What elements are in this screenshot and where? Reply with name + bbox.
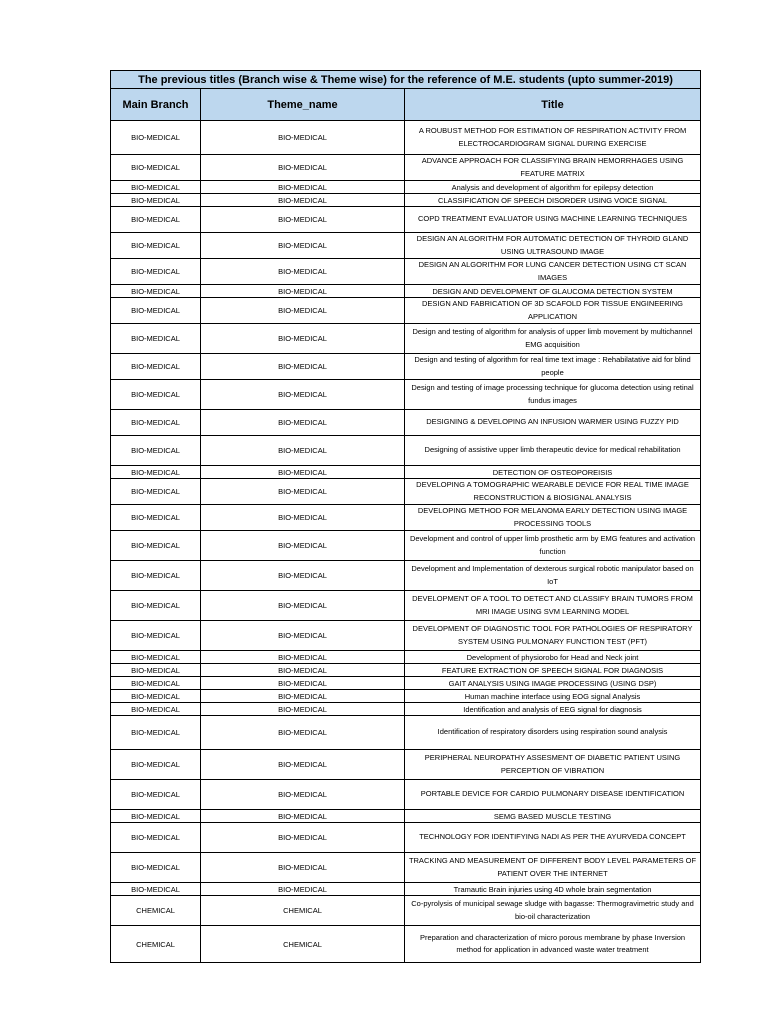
title-cell: ADVANCE APPROACH FOR CLASSIFYING BRAIN HEMORRHAGES USING FEATURE MATRIX xyxy=(405,155,701,181)
table-caption: The previous titles (Branch wise & Theme wise) for the reference of M.E. students (upto summer-2019) xyxy=(111,71,701,89)
theme-cell: BIO-MEDICAL xyxy=(201,651,405,664)
title-cell: TRACKING AND MEASUREMENT OF DIFFERENT BODY LEVEL PARAMETERS OF PATIENT OVER THE INTERNET xyxy=(405,853,701,883)
branch-cell: BIO-MEDICAL xyxy=(111,621,201,651)
title-cell: Design and testing of algorithm for analysis of upper limb movement by multichannel EMG acquisition xyxy=(405,324,701,354)
branch-cell: BIO-MEDICAL xyxy=(111,155,201,181)
theme-cell: BIO-MEDICAL xyxy=(201,505,405,531)
theme-cell: BIO-MEDICAL xyxy=(201,207,405,233)
title-cell: Design and testing of image processing technique for glucoma detection using retinal fundus images xyxy=(405,380,701,410)
table-row xyxy=(111,380,701,410)
theme-cell: BIO-MEDICAL xyxy=(201,121,405,155)
branch-cell: BIO-MEDICAL xyxy=(111,324,201,354)
branch-cell: BIO-MEDICAL xyxy=(111,690,201,703)
theme-cell: BIO-MEDICAL xyxy=(201,285,405,298)
title-cell: Design and testing of algorithm for real time text image : Rehabilatative aid for blind people xyxy=(405,354,701,380)
table-row xyxy=(111,664,701,677)
title-cell: DEVELOPING METHOD FOR MELANOMA EARLY DETECTION USING IMAGE PROCESSING TOOLS xyxy=(405,505,701,531)
theme-cell: BIO-MEDICAL xyxy=(201,823,405,853)
branch-cell: BIO-MEDICAL xyxy=(111,410,201,436)
branch-cell: BIO-MEDICAL xyxy=(111,780,201,810)
table-row xyxy=(111,651,701,664)
table-row xyxy=(111,810,701,823)
table-row xyxy=(111,410,701,436)
branch-cell: BIO-MEDICAL xyxy=(111,207,201,233)
table-row xyxy=(111,194,701,207)
theme-cell: BIO-MEDICAL xyxy=(201,259,405,285)
title-cell: COPD TREATMENT EVALUATOR USING MACHINE LEARNING TECHNIQUES xyxy=(405,207,701,233)
table-row xyxy=(111,780,701,810)
table-row xyxy=(111,121,701,155)
header-theme-name: Theme_name xyxy=(201,89,405,121)
branch-cell: BIO-MEDICAL xyxy=(111,121,201,155)
branch-cell: BIO-MEDICAL xyxy=(111,883,201,896)
branch-cell: BIO-MEDICAL xyxy=(111,436,201,466)
title-cell: Identification of respiratory disorders using respiration sound analysis xyxy=(405,716,701,750)
branch-cell: BIO-MEDICAL xyxy=(111,285,201,298)
branch-cell: BIO-MEDICAL xyxy=(111,810,201,823)
table-row xyxy=(111,207,701,233)
theme-cell: BIO-MEDICAL xyxy=(201,853,405,883)
title-cell: DEVELOPMENT OF DIAGNOSTIC TOOL FOR PATHOLOGIES OF RESPIRATORY SYSTEM USING PULMONARY FUNCTION TEST (PFT) xyxy=(405,621,701,651)
theme-cell: BIO-MEDICAL xyxy=(201,181,405,194)
theme-cell: BIO-MEDICAL xyxy=(201,780,405,810)
title-cell: A ROUBUST METHOD FOR ESTIMATION OF RESPIRATION ACTIVITY FROM ELECTROCARDIOGRAM SIGNAL DURING EXERCISE xyxy=(405,121,701,155)
table-row xyxy=(111,561,701,591)
branch-cell: BIO-MEDICAL xyxy=(111,259,201,285)
title-cell: CLASSIFICATION OF SPEECH DISORDER USING VOICE SIGNAL xyxy=(405,194,701,207)
table-row xyxy=(111,703,701,716)
table-row xyxy=(111,823,701,853)
theme-cell: BIO-MEDICAL xyxy=(201,531,405,561)
title-cell: DETECTION OF OSTEOPOREISIS xyxy=(405,466,701,479)
header-main-branch: Main Branch xyxy=(111,89,201,121)
branch-cell: BIO-MEDICAL xyxy=(111,716,201,750)
title-cell: DEVELOPMENT OF A TOOL TO DETECT AND CLASSIFY BRAIN TUMORS FROM MRI IMAGE USING SVM LEARNING MODEL xyxy=(405,591,701,621)
caption-row xyxy=(111,71,701,89)
table-row xyxy=(111,233,701,259)
branch-cell: BIO-MEDICAL xyxy=(111,233,201,259)
title-cell: DESIGNING & DEVELOPING AN INFUSION WARMER USING FUZZY PID xyxy=(405,410,701,436)
theme-cell: BIO-MEDICAL xyxy=(201,750,405,780)
title-cell: DEVELOPING A TOMOGRAPHIC WEARABLE DEVICE FOR REAL TIME IMAGE RECONSTRUCTION & BIOSIGNAL ANALYSIS xyxy=(405,479,701,505)
theme-cell: BIO-MEDICAL xyxy=(201,690,405,703)
table-row xyxy=(111,479,701,505)
title-cell: DESIGN AN ALGORITHM FOR LUNG CANCER DETECTION USING CT SCAN IMAGES xyxy=(405,259,701,285)
table-row xyxy=(111,883,701,896)
header-row xyxy=(111,89,701,121)
theme-cell: BIO-MEDICAL xyxy=(201,621,405,651)
branch-cell: BIO-MEDICAL xyxy=(111,677,201,690)
title-cell: GAIT ANALYSIS USING IMAGE PROCESSING (USING DSP) xyxy=(405,677,701,690)
title-cell: Preparation and characterization of micro porous membrane by phase Inversion method for application in advanced waste water treatment xyxy=(405,926,701,963)
branch-cell: BIO-MEDICAL xyxy=(111,853,201,883)
table-row xyxy=(111,896,701,926)
theme-cell: BIO-MEDICAL xyxy=(201,561,405,591)
title-cell: Identification and analysis of EEG signal for diagnosis xyxy=(405,703,701,716)
theme-cell: BIO-MEDICAL xyxy=(201,354,405,380)
table-row xyxy=(111,259,701,285)
theme-cell: BIO-MEDICAL xyxy=(201,716,405,750)
branch-cell: BIO-MEDICAL xyxy=(111,591,201,621)
table-row xyxy=(111,716,701,750)
table-row xyxy=(111,690,701,703)
theme-cell: BIO-MEDICAL xyxy=(201,233,405,259)
branch-cell: BIO-MEDICAL xyxy=(111,298,201,324)
title-cell: DESIGN AN ALGORITHM FOR AUTOMATIC DETECTION OF THYROID GLAND USING ULTRASOUND IMAGE xyxy=(405,233,701,259)
table-row xyxy=(111,591,701,621)
header-title: Title xyxy=(405,89,701,121)
title-cell: Tramautic Brain injuries using 4D whole brain segmentation xyxy=(405,883,701,896)
table-row xyxy=(111,466,701,479)
theme-cell: BIO-MEDICAL xyxy=(201,466,405,479)
branch-cell: BIO-MEDICAL xyxy=(111,664,201,677)
branch-cell: CHEMICAL xyxy=(111,926,201,963)
branch-cell: BIO-MEDICAL xyxy=(111,505,201,531)
titles-table xyxy=(110,70,701,963)
table-row xyxy=(111,354,701,380)
title-cell: Development and Implementation of dexterous surgical robotic manipulator based on IoT xyxy=(405,561,701,591)
table-row xyxy=(111,926,701,963)
branch-cell: BIO-MEDICAL xyxy=(111,823,201,853)
branch-cell: BIO-MEDICAL xyxy=(111,181,201,194)
branch-cell: BIO-MEDICAL xyxy=(111,750,201,780)
title-cell: Development of physiorobo for Head and Neck joint xyxy=(405,651,701,664)
title-cell: Human machine interface using EOG signal Analysis xyxy=(405,690,701,703)
table-row xyxy=(111,853,701,883)
theme-cell: BIO-MEDICAL xyxy=(201,883,405,896)
table-row xyxy=(111,750,701,780)
title-cell: SEMG BASED MUSCLE TESTING xyxy=(405,810,701,823)
title-cell: PERIPHERAL NEUROPATHY ASSESMENT OF DIABETIC PATIENT USING PERCEPTION OF VIBRATION xyxy=(405,750,701,780)
title-cell: Designing of assistive upper limb therapeutic device for medical rehabilitation xyxy=(405,436,701,466)
title-cell: DESIGN AND DEVELOPMENT OF GLAUCOMA DETECTION SYSTEM xyxy=(405,285,701,298)
title-cell: Development and control of upper limb prosthetic arm by EMG features and activation function xyxy=(405,531,701,561)
table-row xyxy=(111,621,701,651)
branch-cell: BIO-MEDICAL xyxy=(111,380,201,410)
branch-cell: BIO-MEDICAL xyxy=(111,651,201,664)
theme-cell: BIO-MEDICAL xyxy=(201,155,405,181)
theme-cell: BIO-MEDICAL xyxy=(201,194,405,207)
theme-cell: BIO-MEDICAL xyxy=(201,298,405,324)
theme-cell: BIO-MEDICAL xyxy=(201,410,405,436)
title-cell: DESIGN AND FABRICATION OF 3D SCAFOLD FOR TISSUE ENGINEERING APPLICATION xyxy=(405,298,701,324)
branch-cell: BIO-MEDICAL xyxy=(111,466,201,479)
table-row xyxy=(111,436,701,466)
theme-cell: BIO-MEDICAL xyxy=(201,703,405,716)
branch-cell: BIO-MEDICAL xyxy=(111,561,201,591)
theme-cell: BIO-MEDICAL xyxy=(201,436,405,466)
branch-cell: CHEMICAL xyxy=(111,896,201,926)
theme-cell: BIO-MEDICAL xyxy=(201,479,405,505)
theme-cell: BIO-MEDICAL xyxy=(201,324,405,354)
title-cell: FEATURE EXTRACTION OF SPEECH SIGNAL FOR DIAGNOSIS xyxy=(405,664,701,677)
table-row xyxy=(111,531,701,561)
table-row xyxy=(111,285,701,298)
title-cell: Co-pyrolysis of municipal sewage sludge with bagasse: Thermogravimetric study and bio-oil characterization xyxy=(405,896,701,926)
table-row xyxy=(111,505,701,531)
table-row xyxy=(111,324,701,354)
theme-cell: BIO-MEDICAL xyxy=(201,380,405,410)
theme-cell: BIO-MEDICAL xyxy=(201,677,405,690)
theme-cell: CHEMICAL xyxy=(201,926,405,963)
theme-cell: BIO-MEDICAL xyxy=(201,591,405,621)
table-row xyxy=(111,677,701,690)
table-row xyxy=(111,181,701,194)
title-cell: PORTABLE DEVICE FOR CARDIO PULMONARY DISEASE IDENTIFICATION xyxy=(405,780,701,810)
branch-cell: BIO-MEDICAL xyxy=(111,354,201,380)
branch-cell: BIO-MEDICAL xyxy=(111,703,201,716)
theme-cell: BIO-MEDICAL xyxy=(201,810,405,823)
title-cell: Analysis and development of algorithm for epilepsy detection xyxy=(405,181,701,194)
theme-cell: BIO-MEDICAL xyxy=(201,664,405,677)
branch-cell: BIO-MEDICAL xyxy=(111,194,201,207)
branch-cell: BIO-MEDICAL xyxy=(111,479,201,505)
theme-cell: CHEMICAL xyxy=(201,896,405,926)
table-row xyxy=(111,155,701,181)
branch-cell: BIO-MEDICAL xyxy=(111,531,201,561)
title-cell: TECHNOLOGY FOR IDENTIFYING NADI AS PER THE AYURVEDA CONCEPT xyxy=(405,823,701,853)
table-row xyxy=(111,298,701,324)
